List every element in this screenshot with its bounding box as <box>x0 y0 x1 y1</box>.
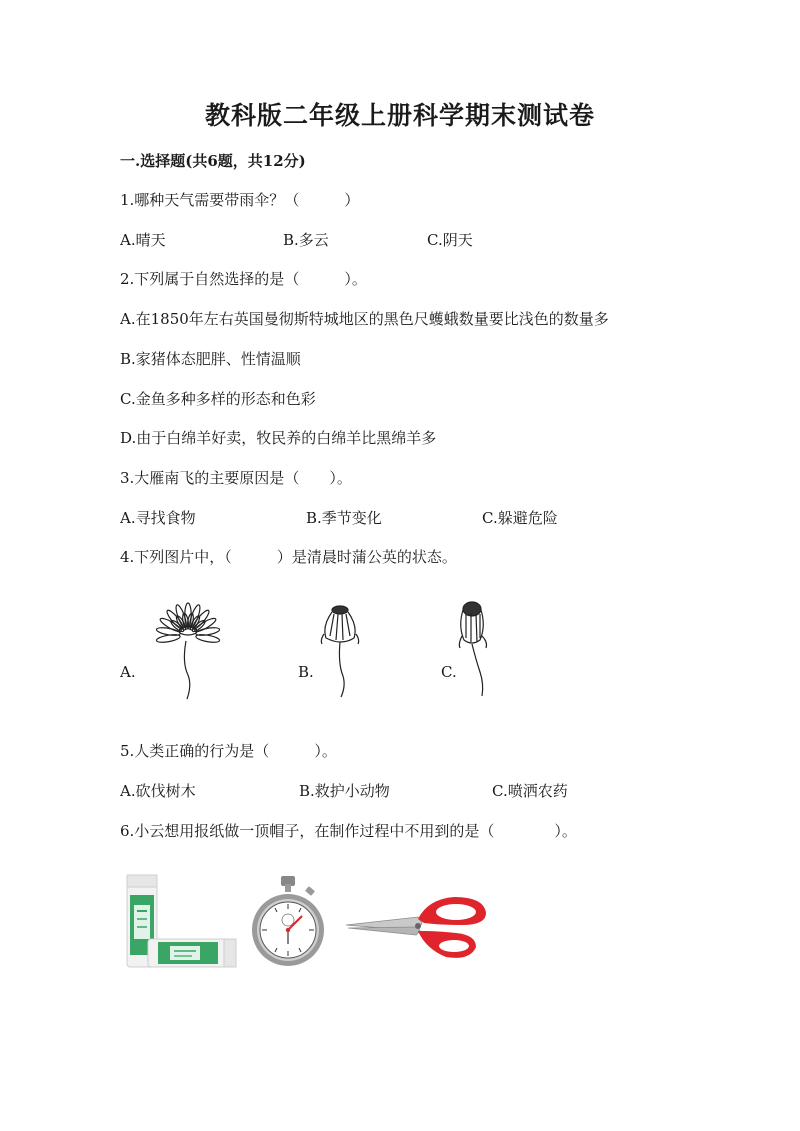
section-heading: 一.选择题(共6题，共12分) <box>120 152 306 170</box>
q1-option-a[interactable]: A.晴天 <box>120 231 166 249</box>
q4-option-a[interactable]: A. <box>120 663 136 681</box>
q5-option-b[interactable]: B.救护小动物 <box>299 782 390 800</box>
q4-option-c[interactable]: C. <box>441 663 457 681</box>
q2-option-c[interactable]: C.金鱼多种多样的形态和色彩 <box>120 390 316 408</box>
dandelion-closed-icon <box>450 600 500 698</box>
q2-option-d[interactable]: D.由于白绵羊好卖，牧民养的白绵羊比黑绵羊多 <box>120 429 437 447</box>
glue-stick-icon <box>124 871 238 971</box>
q4-option-b[interactable]: B. <box>298 663 314 681</box>
dandelion-half-closed-icon <box>310 604 370 699</box>
page-title: 教科版二年级上册科学期末测试卷 <box>204 101 595 130</box>
question-5: 5.人类正确的行为是（ ）。 <box>120 742 337 760</box>
question-4: 4.下列图片中，（ ）是清晨时蒲公英的状态。 <box>120 548 457 566</box>
question-1: 1.哪种天气需要带雨伞？（ ） <box>120 191 360 209</box>
q5-option-c[interactable]: C.喷洒农药 <box>492 782 568 800</box>
question-6: 6.小云想用报纸做一顶帽子，在制作过程中不用到的是（ ）。 <box>120 822 577 840</box>
q1-option-b[interactable]: B.多云 <box>283 231 329 249</box>
q1-option-c[interactable]: C.阴天 <box>427 231 473 249</box>
dandelion-open-icon <box>138 603 238 703</box>
scissors-icon <box>344 893 490 961</box>
stopwatch-icon <box>250 874 326 970</box>
q3-option-c[interactable]: C.躲避危险 <box>482 509 558 527</box>
q3-option-b[interactable]: B.季节变化 <box>306 509 382 527</box>
q5-option-a[interactable]: A.砍伐树木 <box>120 782 196 800</box>
question-2: 2.下列属于自然选择的是（ ）。 <box>120 270 367 288</box>
q2-option-a[interactable]: A.在1850年左右英国曼彻斯特城地区的黑色尺蠖蛾数量要比浅色的数量多 <box>120 310 609 328</box>
q2-option-b[interactable]: B.家猪体态肥胖、性情温顺 <box>120 350 301 368</box>
question-3: 3.大雁南飞的主要原因是（ ）。 <box>120 469 352 487</box>
q3-option-a[interactable]: A.寻找食物 <box>120 509 196 527</box>
